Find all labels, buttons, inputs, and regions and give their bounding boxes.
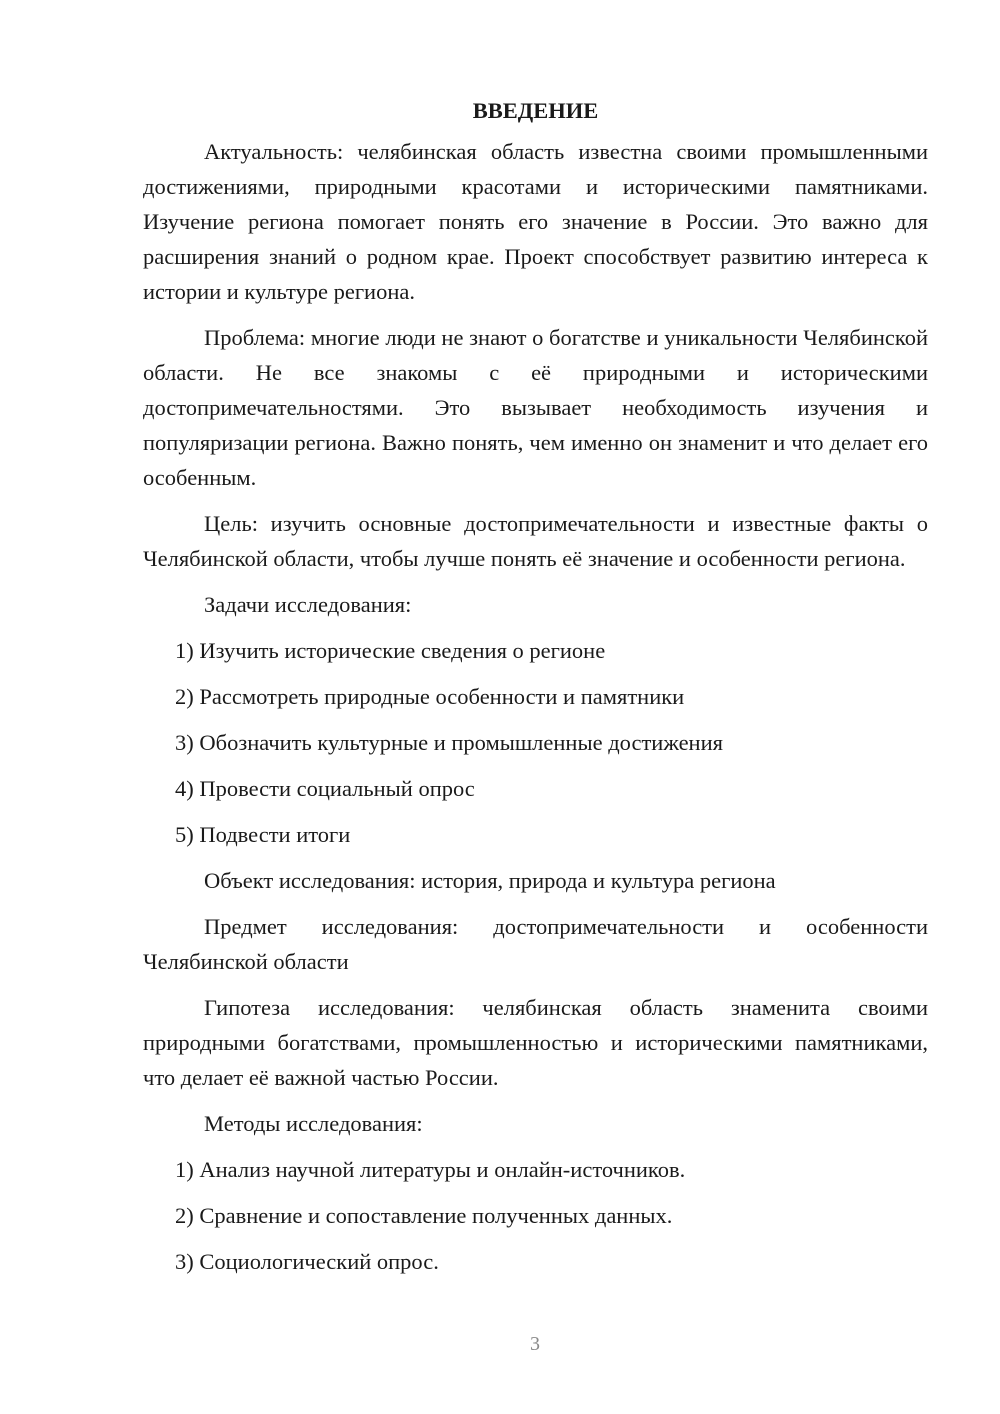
methods-list [143,1152,928,1279]
list-item: 2) Сравнение и сопоставление полученных данных. [175,1203,673,1228]
document-page [143,96,928,1290]
tasks-heading: Задачи исследования: [204,592,412,617]
object-paragraph: Объект исследования: история, природа и культура региона [204,868,776,893]
problem-paragraph: Проблема: многие люди не знают о богатстве и уникальности Челябинской области. Не все знакомы с её природными и историческими достопримечательностями. Это вызывает необходимость изучения и популяризации региона. Важно понять, чем именно он знаменит и что делает его особенным. [143,325,928,490]
relevance-paragraph: Актуальность: челябинская область известна своими промышленными достижениями, природными красотами и историческими памятниками. Изучение региона помогает понять его значение в России. Это важно для расширения знаний о родном крае. Проект способствует развитию интереса к истории и культуре региона. [143,139,928,304]
page-number: 3 [530,1333,540,1355]
methods-heading: Методы исследования: [204,1111,423,1136]
tasks-list [143,633,928,852]
goal-paragraph: Цель: изучить основные достопримечательности и известные факты о Челябинской области, чтобы лучше понять её значение и особенности региона. [143,511,928,571]
subject-paragraph: Предмет исследования: достопримечательности и особенности Челябинской области [143,914,928,974]
list-item: 3) Обозначить культурные и промышленные достижения [175,730,723,755]
list-item: 2) Рассмотреть природные особенности и памятники [175,684,685,709]
hypothesis-paragraph: Гипотеза исследования: челябинская область знаменита своими природными богатствами, промышленностью и историческими памятниками, что делает её важной частью России. [143,995,928,1090]
list-item: 1) Изучить исторические сведения о регионе [175,638,606,663]
list-item: 3) Социологический опрос. [175,1249,439,1274]
list-item: 4) Провести социальный опрос [175,776,475,801]
page-title: ВВЕДЕНИЕ [472,98,599,123]
list-item: 5) Подвести итоги [175,822,351,847]
list-item: 1) Анализ научной литературы и онлайн-источников. [175,1157,686,1182]
